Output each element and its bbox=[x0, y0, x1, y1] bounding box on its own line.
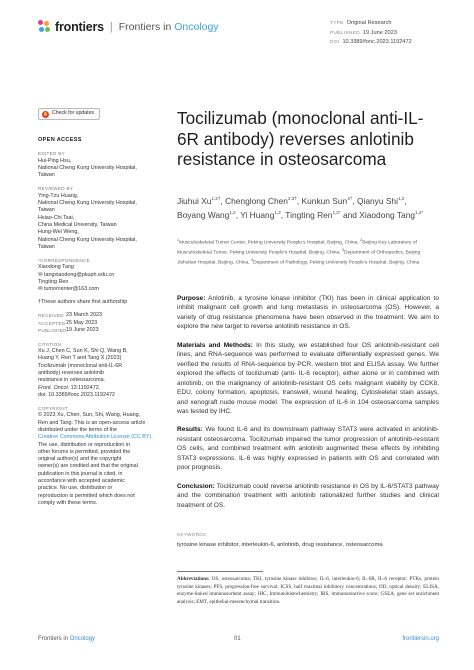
equal-contribution-note: †These authors share first authorship bbox=[38, 298, 128, 305]
reviewer-line: National Cheng Kung University Hospital, bbox=[38, 200, 137, 207]
email-icon: ✉ bbox=[38, 286, 45, 293]
reviewed-by-label: REVIEWED BY bbox=[38, 186, 74, 192]
accepted-date: 25 May 2023 bbox=[66, 319, 98, 326]
citation-line: resistance in osteosarcoma. bbox=[38, 377, 106, 384]
author-list: Jiuhui $Xu^{1,2\dagger}$, Chenglong Chen$^{2,3\dagger}$, Kunkun Sun$^{4\dagger}$, Qianyu Shi$^{1,2}$, Boyang Wang$^{1,2}$, Yi Huang$^{1,2}$, Tingting Ren$^{1,2*}$ and Xiaodong Tang$^{1,2*}$ bbox=[177, 195, 424, 220]
author[interactable]: Boyang Wang$^{1,2}$ bbox=[177, 209, 236, 220]
copyright-line: reproduction is permitted which does not bbox=[38, 492, 135, 499]
correspondent-name: Tingting Ren bbox=[38, 279, 69, 286]
meta-type: TYPE Original Research bbox=[330, 20, 392, 26]
reviewer-line: Hung-Wei Weng, bbox=[38, 229, 79, 236]
correspondent-email[interactable]: ✉ tangxiaodong@pkuph.edu.cn bbox=[38, 271, 115, 278]
abstract bbox=[177, 294, 439, 519]
reviewer-line: Taiwan bbox=[38, 207, 55, 214]
received-date: 23 March 2023 bbox=[66, 312, 102, 319]
citation-line: Tocilizumab (monoclonal anti-IL-6R bbox=[38, 362, 123, 369]
editor-line: National Cheng Kung University Hospital, bbox=[38, 164, 137, 171]
published-label: PUBLISHED bbox=[38, 328, 67, 334]
edited-by-label: EDITED BY bbox=[38, 151, 65, 157]
copyright-label: COPYRIGHT bbox=[38, 406, 69, 412]
check-updates-button[interactable] bbox=[38, 108, 100, 120]
meta-published: PUBLISHED 19 June 2023 bbox=[330, 29, 397, 36]
citation-line: Xu J, Chen C, Sun K, Shi Q, Wang B, bbox=[38, 348, 128, 355]
published-date: 19 June 2023 bbox=[66, 327, 99, 334]
copyright-line: other forums is permitted, provided the bbox=[38, 448, 131, 455]
reviewer-line: Taiwan bbox=[38, 243, 55, 250]
footnote-divider bbox=[177, 571, 263, 572]
reviewer-line: China Medical University, Taiwan bbox=[38, 221, 117, 228]
meta-doi[interactable]: DOI 10.3389/fonc.2023.1192472 bbox=[330, 39, 412, 46]
brand-name: frontiers bbox=[55, 20, 104, 34]
license-link[interactable]: Creative Commons Attribution License (CC BY). bbox=[38, 434, 153, 441]
author[interactable]: Tingting Ren$^{1,2*}$ bbox=[285, 209, 341, 220]
brand-separator: | bbox=[109, 21, 113, 33]
page-number: 01 bbox=[234, 636, 241, 642]
citation-line: Front. Oncol. 13:1192472. bbox=[38, 384, 101, 391]
reviewer-line: Ying-Tzu Huang, bbox=[38, 192, 79, 199]
correspondent-email[interactable]: ✉ tumorcenter@163.com bbox=[38, 286, 99, 293]
keywords: tyrosine kinase inhibitor, interleukin-6, anlotinib, drug resistance, osteosarcoma bbox=[177, 542, 383, 548]
citation-doi[interactable]: doi: 10.3389/fonc.2023.1192472 bbox=[38, 391, 115, 398]
copyright-line: distributed under the terms of the bbox=[38, 426, 118, 433]
citation-line: antibody) reverses anlotinib bbox=[38, 369, 104, 376]
keywords-label: KEYWORDS bbox=[177, 532, 207, 537]
reviewer-line: National Cheng Kung University Hospital, bbox=[38, 236, 137, 243]
check-updates-icon bbox=[42, 111, 49, 118]
page-footer bbox=[38, 636, 439, 648]
abbreviations: Abbreviations: OS, osteosarcoma; TKI, tyrosine kinase inhibitor; IL-6, interleukin-6; IL-6R, IL-6 receptor; PTKs, protein tyrosine kinases; PFS, progression-free survival; ICSS, half maximal inhibitory concentrations; OD, optical density; ELISA, enzyme-linked immunosorbent assay; IHC, Immunohistochemistry; IRS, immunoreactive score; GSEA, gene set enrichment analysis; EMT, epithelial-mesenchymal transition. bbox=[177, 576, 439, 605]
sidebar bbox=[38, 108, 153, 507]
email-icon: ✉ bbox=[38, 271, 45, 278]
frontiers-logo-icon bbox=[38, 20, 52, 34]
copyright-line: Ren and Tang. This is an open-access article bbox=[38, 419, 146, 426]
author[interactable]: Jiuhui $Xu^{1,2\dagger}$ bbox=[177, 195, 221, 206]
copyright-line: The use, distribution or reproduction in bbox=[38, 441, 130, 448]
article-title: Tocilizumab (monoclonal anti-IL-6R antibody) reverses anlotinib resistance in osteosarcoma bbox=[177, 108, 424, 169]
received-label: RECEIVED bbox=[38, 312, 64, 318]
open-access-label: OPEN ACCESS bbox=[38, 137, 82, 143]
copyright-line: publication in this journal is cited, in bbox=[38, 470, 123, 477]
accepted-label: ACCEPTED bbox=[38, 320, 66, 326]
copyright-line: comply with these terms. bbox=[38, 499, 98, 506]
footer-site-link[interactable]: frontiersin.org bbox=[402, 636, 439, 642]
abstract-methods: Materials and Methods: In this study, we established four OS anlotinib-resistant cell lines, and RNA-sequence was performed to evaluate differentially expressed genes. We verified the results of RNA-sequence by PCR, western blot and ELISA assay. We further explored the effects of tocilizumab (anti- IL-6 receptor), either alone or in combined with anlotinib, on the malignancy of anlotinib-resistant OS cells malignant viability by CCK8, EDU, colony formation, apoptosis, transwell, wound healing, Cytoskeletal stain assays, and xenograft nude mouse model. The expression of IL-6 in 104 osteosarcoma samples was tested by IHC. bbox=[177, 341, 439, 415]
affiliation: Department of Orthopedics, Beijing Jishuitan Hospital, Beijing, China, bbox=[177, 250, 421, 266]
affiliation: Department of Pathology, Peking University People’s Hospital, Beijing, China bbox=[253, 260, 420, 266]
author[interactable]: Kunkun Sun$^{4\dagger}$ bbox=[301, 195, 353, 206]
abstract-conclusion: Conclusion: Tocilizumab could reverse anlotinib resistance in OS by IL-6/STAT3 pathway and the combination treatment with anlotinib rationalized further studies and clinical treatment of OS. bbox=[177, 482, 439, 509]
journal-name: Frontiers in Oncology bbox=[118, 21, 219, 33]
journal-logo[interactable] bbox=[38, 20, 219, 34]
reviewed-by bbox=[38, 193, 148, 251]
author[interactable]: and Xiaodong Tang$^{1,2*}$ bbox=[342, 209, 424, 220]
correspondence-label: *CORRESPONDENCE bbox=[38, 258, 90, 264]
author[interactable]: Qianyu Shi$^{1,2}$ bbox=[356, 195, 405, 206]
citation-label: CITATION bbox=[38, 341, 62, 347]
citation-line: Huang Y, Ren T and Tang X (2023) bbox=[38, 355, 122, 362]
copyright bbox=[38, 412, 153, 507]
correspondence bbox=[38, 264, 148, 293]
page-header bbox=[0, 0, 474, 60]
check-updates-label: Check for updates bbox=[52, 110, 95, 117]
copyright-line: owner(s) are credited and that the original bbox=[38, 463, 138, 470]
edited-by bbox=[38, 158, 148, 180]
reviewer-line: Hsiao-Chi Tsai, bbox=[38, 214, 75, 221]
copyright-line: accordance with accepted academic bbox=[38, 478, 125, 485]
author[interactable]: Yi Huang$^{1,2}$ bbox=[240, 209, 281, 220]
citation bbox=[38, 348, 148, 399]
copyright-line: practice. No use, distribution or bbox=[38, 485, 113, 492]
article-meta bbox=[330, 19, 412, 48]
copyright-line: original author(s) and the copyright bbox=[38, 456, 122, 463]
abstract-results: Results: We found IL-6 and its downstream pathway STAT3 were activated in anlotinib-resistant osteosarcoma. Tocilizumab impaired the tumor progression of anlotinib-resistant OS cells, and combined treatment with anlotinib augmented these effects by inhibiting STAT3 expressions. IL-6 was highly expressed in patients with OS and correlated with poor prognosis. bbox=[177, 426, 439, 472]
editor-line: Hui-Ping Hsu, bbox=[38, 157, 72, 164]
affiliation: Musculoskeletal Tumor Center, Peking University People’s Hospital, Beijing, China, bbox=[179, 240, 359, 246]
correspondent-name: Xiaodong Tang bbox=[38, 264, 74, 271]
affiliations: $^1$Musculoskeletal Tumor Center, Peking University People’s Hospital, Beijing, China, $^2$Beijing Key Laboratory of Musculoskeletal Tumor, Peking University People’s Hospital, Beijing, China, $^3$Department of Orthopedics, Beijing Jishuitan Hospital, Beijing, China, $^4$Department of Pathology, Peking University People’s Hospital, Beijing, China bbox=[177, 238, 421, 266]
footer-journal[interactable]: Frontiers in Oncology bbox=[38, 636, 96, 642]
author[interactable]: Chenglong Chen$^{2,3\dagger}$ bbox=[225, 195, 297, 206]
abstract-purpose: Purpose: Anlotinib, a tyrosine kinase inhibitor (TKI) has been in clinical application to inhibit malignant cell growth and lung metastasis in osteosarcoma (OS). However, a variety of drug resistance phenomena have been observed in the treatment. We aim to explore the new target to reverse anlotinib resistance in OS. bbox=[177, 295, 439, 331]
editor-line: Taiwan bbox=[38, 172, 55, 179]
copyright-line: © 2023 Xu, Chen, Sun, Shi, Wang, Huang, bbox=[38, 412, 141, 419]
affiliation: Beijing Key Laboratory of Musculoskeletal Tumor, Peking University People’s Hospital, Beijing, China, bbox=[177, 240, 417, 256]
